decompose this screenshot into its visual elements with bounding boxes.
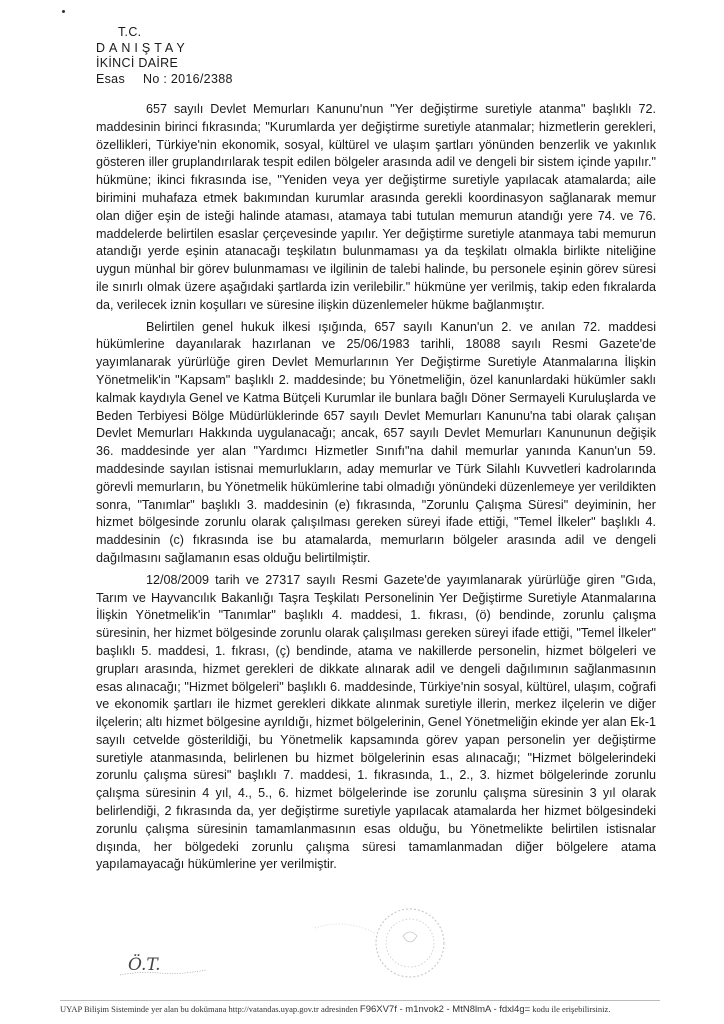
footer-verification	[60, 1004, 720, 1015]
official-seal-stamp	[305, 888, 445, 983]
case-number: 2016/2388	[170, 71, 233, 86]
chamber-name: İKİNCİ DAİRE	[96, 56, 179, 70]
document-header	[96, 25, 233, 87]
court-name: DANIŞTAY	[96, 40, 189, 55]
paragraph-2: Belirtilen genel hukuk ilkesi ışığında, 657 sayılı Kanun'un 2. ve anılan 72. maddesi hükümlerine dayanılarak hazırlanan ve 25/06/1983 tarihli, 18088 sayılı Resmi Gazete'de yayımlanarak yürürlüğe giren Devlet Memurlarının Yer Değiştirme Suretiyle Atanmalarına İlişkin Yönetmelik'in "Kapsam" başlıklı 2. maddesinde; bu Yönetmeliğin, özel kanunlardaki hükümler saklı kalmak kaydıyla Genel ve Katma Bütçeli Kurumlar ile bunlara bağlı Döner Sermayeli Kuruluşlarda ve Beden Terbiyesi Bölge Müdürlüklerinde 657 sayılı Devlet Memurları Kanunu'na tabi olarak çalışan Devlet Memurları Hakkında uygulanacağı; ancak, 657 sayılı Devlet Memurları Kanununun değişik 36. maddesinde yer alan "Yardımcı Hizmetler Sınıfı"na dahil memurlar yanında Kanun'un 59. maddesinde sayılan istisnai memurlukların, aday memurlar ve Türk Silahlı Kuvvetleri kadrolarında görevli memurların, bu Yönetmelik hükümlerine tabi olmadığı yönündeki düzenlemeye yer verildikten sonra, "Tanımlar" başlıklı 3. maddesinin (e) fıkrasında, "Zorunlu Çalışma Süresi" deyiminin, her hizmet bölgesinde zorunlu olarak çalışılması gereken süreyi ifade ettiği, "Temel İlkeler" başlıklı 4. maddesinin (c) fıkrasında ise bu atamalarda, memurların bölgeler arasında adil ve dengeli dağılmasını sağlamanın esas olduğu belirtilmiştir.	[96, 319, 656, 565]
paragraph-1: 657 sayılı Devlet Memurları Kanunu'nun "Yer değiştirme suretiyle atanma" başlıklı 72. maddesinin birinci fıkrasında; "Kurumlarda yer değiştirme suretiyle atanmalar; hizmetlerin gerekleri, özellikleri, Türkiye'nin ekonomik, sosyal, kültürel ve ulaşım şartları yönünden benzerlik ve yakınlık gösteren iller gruplandırılarak tespit edilen bölgeler arasında adil ve dengeli bir sistem içinde yapılır." hükmüne; ikinci fıkrasında ise, "Yeniden veya yer değiştirme suretiyle yapılacak atamalarda; aile birimini muhafaza etmek bakımından kurumlar arasında gerekli koordinasyon sağlanarak memur olan diğer eşin de isteği halinde ataması, atamaya tabi tutulan memurun atandığı yere 74. ve 76. maddelerde belirtilen esaslar çerçevesinde yapılır. Yer değiştirme suretiyle atanmaya tabi memurun atandığı yerde eşinin atanacağı teşkilatın bulunmaması ya da teşkilatı olmakla birlikte niteliğine uygun münhal bir görev bulunmaması ve ilgilinin de talebi halinde, bu personele eşinin görev süresi ile sınırlı olmak üzere aşağıdaki şartlarda izin verilebilir." hükmüne yer verilmiş, takip eden fıkralarda da, verilecek iznin koşulları ve süresine ilişkin düzenlemeler hükme bağlanmıştır.	[96, 102, 656, 312]
scan-speck	[62, 10, 65, 13]
case-number-line	[96, 72, 233, 88]
footer-prefix: UYAP Bilişim Sisteminde yer alan bu dokümana http://vatandas.uyap.gov.tr adresinden	[60, 1004, 358, 1014]
country-label: T.C.	[118, 25, 142, 39]
verification-code: F96XV7f - m1nvok2 - MtN8lmA - fdxl4g=	[359, 1004, 531, 1015]
paragraph-3: 12/08/2009 tarih ve 27317 sayılı Resmi Gazete'de yayımlanarak yürürlüğe giren "Gıda, Tarım ve Hayvancılık Bakanlığı Taşra Teşkilatı Personelinin Yer Değiştirme Suretiyle Atanmalarına İlişkin Yönetmelik'in "Tanımlar" başlıklı 4. maddesi, 1. fıkrası, (ö) bendinde, zorunlu çalışma süresinin, her hizmet bölgesinde zorunlu olarak çalışılması gereken süreyi ifade ettiği, "Temel İlkeler" başlıklı 5. maddesi, 1. fıkrası, (ç) bendinde, atama ve nakillerde personelin, hizmet bölgeleri ve grupları arasında, hizmet gerekleri de dikkate alınarak adil ve dengeli dağılımının sağlanmasının esas alınacağı; "Hizmet bölgeleri" başlıklı 6. maddesinde, Türkiye'nin sosyal, kültürel, ulaşım, coğrafi ve ekonomik şartları ile hizmet gerekleri dikkate alınmak suretiyle illerin, merkez ilçelerin ve diğer ilçelerin; altı hizmet bölgesine ayrıldığı, hizmet bölgelerinin, Genel Yönetmeliğin ekinde yer alan Ek-1 sayılı cetvelde gösterildiği, bu Yönetmelik kapsamında görev yapan personelin yer değiştirme suretiyle atanmasında, belirlenen bu hizmet bölgelerinin esas alınacağı; "Hizmet bölgelerindeki zorunlu çalışma süresi" başlıklı 7. maddesi, 1. fıkrasında, 1., 2., 3. hizmet bölgelerinde zorunlu çalışma süresinin 4 yıl, 4., 5., 6. hizmet bölgelerinde ise zorunlu çalışma süresinin 3 yıl olarak belirlendiği, 2 fıkrasında da, yer değiştirme suretiyle yapılacak atamalarda her hizmet bölgesindeki zorunlu çalışma süresinin tamamlanmasının esas olduğu, bu Yönetmelikte belirtilen istisnalar dışında, her bölgedeki zorunlu çalışma süresi tamamlanmadan diğer bölgelere atama yapılamayacağı hükümlerine yer verilmiştir.	[96, 572, 656, 872]
esas-label: Esas	[96, 71, 125, 86]
document-body	[96, 101, 656, 878]
footer-suffix: kodu ile erişebilirsiniz.	[532, 1004, 611, 1014]
signature-initials: Ö.T.	[128, 955, 161, 975]
no-label: No :	[143, 71, 168, 86]
footer-divider	[60, 1000, 660, 1001]
